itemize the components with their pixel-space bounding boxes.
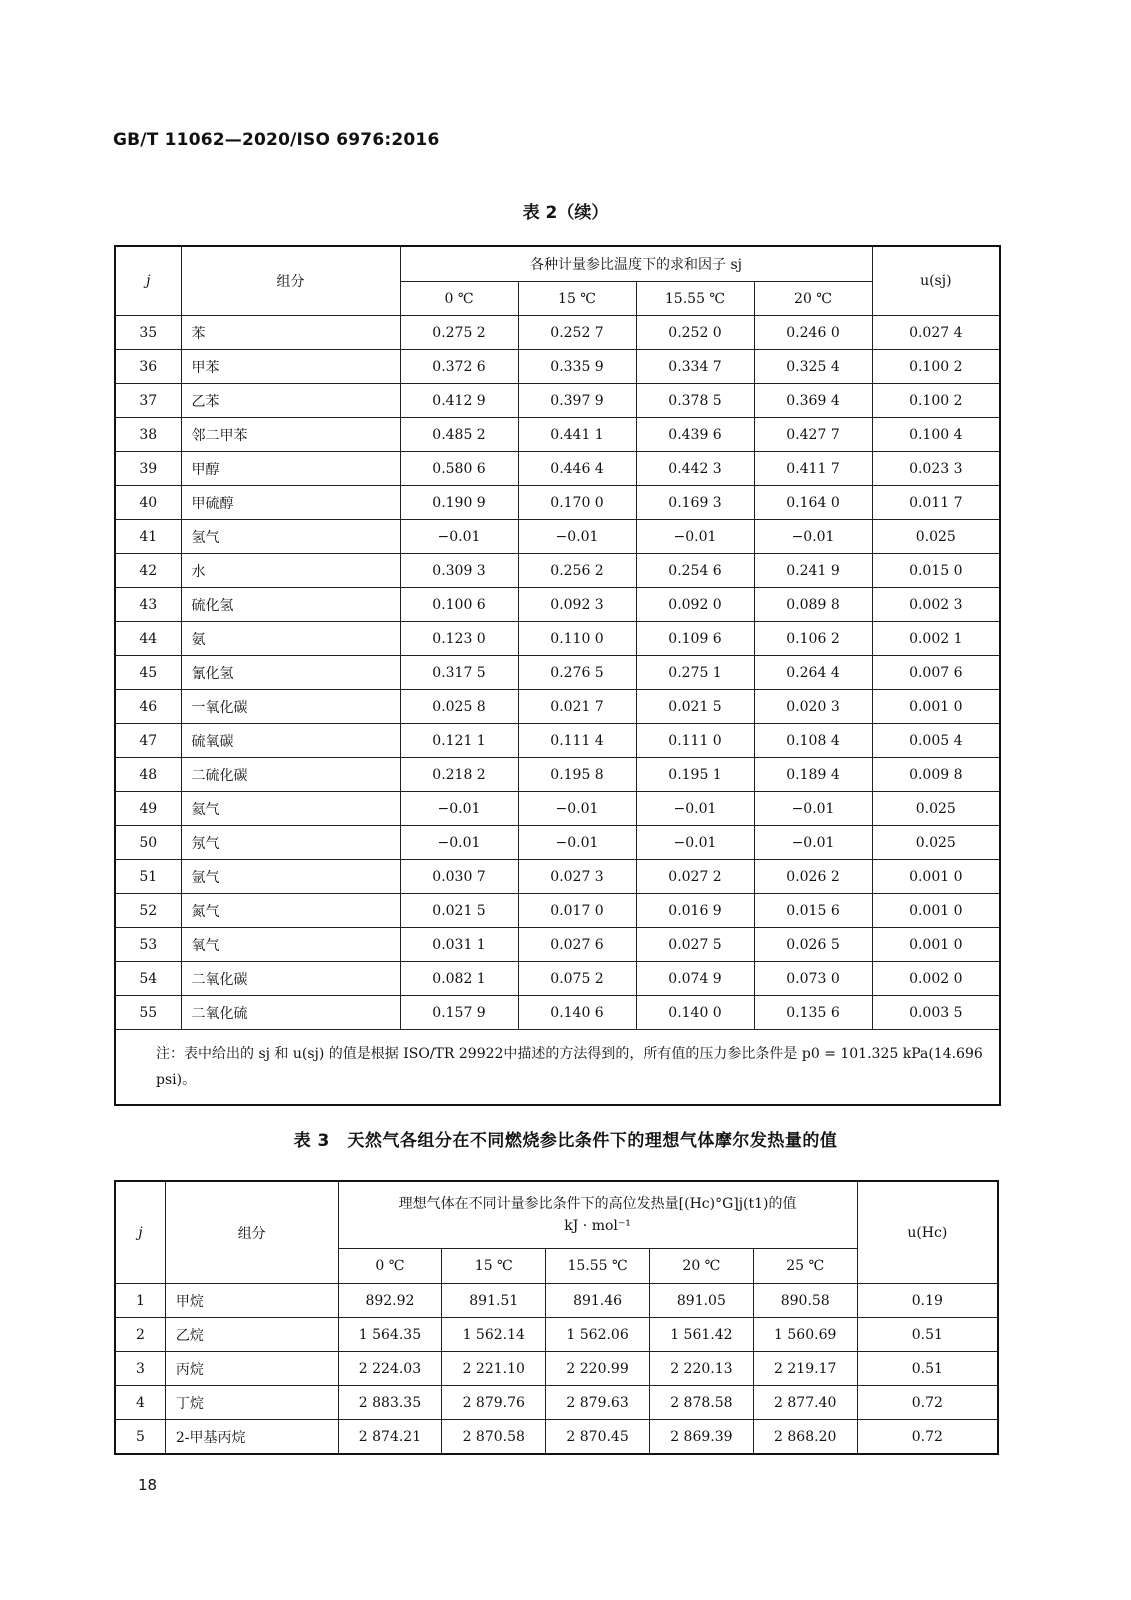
cell-value: 0.123 0 [400,622,518,656]
cell-uncertainty: 0.51 [857,1352,998,1386]
cell-value: 0.164 0 [754,486,872,520]
cell-uncertainty: 0.001 0 [872,894,1000,928]
cell-value: 0.170 0 [518,486,636,520]
table-row [115,724,1000,758]
cell-value: 1 562.06 [546,1318,650,1352]
cell-component: 硫化氢 [181,588,400,622]
cell-value: 0.073 0 [754,962,872,996]
cell-uncertainty: 0.015 0 [872,554,1000,588]
cell-value: 0.135 6 [754,996,872,1030]
table3-header-temp: 0 ℃ [338,1249,442,1284]
cell-value: 0.412 9 [400,384,518,418]
cell-value: 0.275 1 [636,656,754,690]
cell-value: 0.397 9 [518,384,636,418]
cell-uncertainty: 0.002 1 [872,622,1000,656]
table-row [115,962,1000,996]
cell-value: −0.01 [754,792,872,826]
cell-value: −0.01 [636,520,754,554]
table3-header-component: 组分 [165,1181,338,1284]
cell-value: −0.01 [636,792,754,826]
cell-index: 51 [115,860,181,894]
cell-value: 0.111 4 [518,724,636,758]
cell-value: 0.020 3 [754,690,872,724]
cell-value: 0.195 1 [636,758,754,792]
cell-component: 一氧化碳 [181,690,400,724]
cell-index: 40 [115,486,181,520]
cell-value: 890.58 [753,1284,857,1318]
cell-value: 0.074 9 [636,962,754,996]
cell-component: 丁烷 [165,1386,338,1420]
cell-value: 0.218 2 [400,758,518,792]
table3-caption: 表 3 天然气各组分在不同燃烧参比条件下的理想气体摩尔发热量的值 [293,1131,838,1151]
cell-index: 46 [115,690,181,724]
cell-component: 氨 [181,622,400,656]
cell-uncertainty: 0.001 0 [872,690,1000,724]
cell-index: 3 [115,1352,165,1386]
cell-component: 甲硫醇 [181,486,400,520]
cell-index: 36 [115,350,181,384]
cell-component: 硫氧碳 [181,724,400,758]
table2-caption: 表 2（续） [522,203,609,223]
table3-header-temp: 15.55 ℃ [546,1249,650,1284]
cell-uncertainty: 0.007 6 [872,656,1000,690]
cell-value: 1 562.14 [442,1318,546,1352]
cell-index: 35 [115,316,181,350]
cell-value: 2 221.10 [442,1352,546,1386]
cell-component: 2-甲基丙烷 [165,1420,338,1455]
cell-value: 2 879.76 [442,1386,546,1420]
cell-component: 水 [181,554,400,588]
cell-component: 二氧化碳 [181,962,400,996]
cell-value: 891.51 [442,1284,546,1318]
table2-header-temp: 0 ℃ [400,282,518,316]
table-row [115,1352,998,1386]
table-row [115,1318,998,1352]
table-row [115,486,1000,520]
cell-value: 0.021 5 [400,894,518,928]
cell-value: 2 878.58 [649,1386,753,1420]
cell-value: 2 220.99 [546,1352,650,1386]
cell-value: 2 868.20 [753,1420,857,1455]
cell-component: 二硫化碳 [181,758,400,792]
cell-index: 1 [115,1284,165,1318]
cell-index: 39 [115,452,181,486]
cell-value: 2 874.21 [338,1420,442,1455]
cell-value: 2 879.63 [546,1386,650,1420]
cell-uncertainty: 0.100 4 [872,418,1000,452]
cell-uncertainty: 0.72 [857,1386,998,1420]
cell-value: 0.252 0 [636,316,754,350]
cell-index: 45 [115,656,181,690]
page-number: 18 [138,1476,158,1494]
cell-value: 0.100 6 [400,588,518,622]
cell-index: 50 [115,826,181,860]
cell-value: 0.027 2 [636,860,754,894]
table3-header-unit: kJ · mol⁻¹ [564,1218,631,1234]
cell-uncertainty: 0.003 5 [872,996,1000,1030]
cell-value: 1 564.35 [338,1318,442,1352]
cell-uncertainty: 0.001 0 [872,860,1000,894]
table-row [115,860,1000,894]
cell-value: 0.317 5 [400,656,518,690]
table2-header-j: j [115,246,181,316]
table-row [115,758,1000,792]
cell-component: 苯 [181,316,400,350]
cell-value: 1 561.42 [649,1318,753,1352]
cell-uncertainty: 0.009 8 [872,758,1000,792]
cell-uncertainty: 0.011 7 [872,486,1000,520]
table-row [115,1420,998,1455]
table3-header-temp: 20 ℃ [649,1249,753,1284]
cell-uncertainty: 0.72 [857,1420,998,1455]
table-row [115,690,1000,724]
cell-index: 43 [115,588,181,622]
cell-value: 0.092 3 [518,588,636,622]
cell-uncertainty: 0.025 [872,826,1000,860]
cell-value: 0.276 5 [518,656,636,690]
cell-value: 0.439 6 [636,418,754,452]
cell-value: 0.485 2 [400,418,518,452]
cell-uncertainty: 0.100 2 [872,350,1000,384]
cell-component: 乙烷 [165,1318,338,1352]
cell-index: 42 [115,554,181,588]
table-row [115,520,1000,554]
cell-value: 0.021 5 [636,690,754,724]
cell-value: 0.256 2 [518,554,636,588]
table-row [115,996,1000,1030]
cell-value: 0.027 3 [518,860,636,894]
cell-value: 2 224.03 [338,1352,442,1386]
cell-value: 2 877.40 [753,1386,857,1420]
cell-value: 2 870.58 [442,1420,546,1455]
cell-component: 邻二甲苯 [181,418,400,452]
cell-value: 0.275 2 [400,316,518,350]
cell-component: 氢气 [181,520,400,554]
cell-value: −0.01 [754,520,872,554]
cell-component: 氰化氢 [181,656,400,690]
table-row [115,894,1000,928]
cell-uncertainty: 0.023 3 [872,452,1000,486]
cell-value: 0.378 5 [636,384,754,418]
cell-value: 891.46 [546,1284,650,1318]
cell-component: 二氧化硫 [181,996,400,1030]
table-row [115,554,1000,588]
cell-value: 0.442 3 [636,452,754,486]
cell-value: −0.01 [400,792,518,826]
cell-value: 0.252 7 [518,316,636,350]
cell-uncertainty: 0.025 [872,792,1000,826]
table-row [115,826,1000,860]
cell-uncertainty: 0.51 [857,1318,998,1352]
cell-value: 0.372 6 [400,350,518,384]
cell-value: 0.157 9 [400,996,518,1030]
cell-component: 甲烷 [165,1284,338,1318]
cell-value: 2 220.13 [649,1352,753,1386]
cell-value: 0.106 2 [754,622,872,656]
cell-value: 0.110 0 [518,622,636,656]
table3-header-calorific-line1: 理想气体在不同计量参比条件下的高位发热量[(Hc)°G]j(t1)的值 [398,1196,797,1212]
cell-value: 0.030 7 [400,860,518,894]
cell-index: 41 [115,520,181,554]
cell-value: 2 219.17 [753,1352,857,1386]
table-row [115,588,1000,622]
cell-value: 0.246 0 [754,316,872,350]
cell-value: 891.05 [649,1284,753,1318]
cell-index: 55 [115,996,181,1030]
cell-value: 0.334 7 [636,350,754,384]
cell-component: 乙苯 [181,384,400,418]
cell-value: 0.111 0 [636,724,754,758]
table3-header-calorific-value [338,1181,857,1249]
cell-index: 38 [115,418,181,452]
table2 [114,245,1001,1106]
cell-index: 44 [115,622,181,656]
cell-value: 0.026 2 [754,860,872,894]
table-row [115,622,1000,656]
cell-index: 37 [115,384,181,418]
cell-value: −0.01 [636,826,754,860]
standard-code: GB/T 11062—2020/ISO 6976:2016 [113,130,440,150]
table3-header-temp: 15 ℃ [442,1249,546,1284]
cell-index: 52 [115,894,181,928]
table2-header-temp: 20 ℃ [754,282,872,316]
cell-uncertainty: 0.002 3 [872,588,1000,622]
table-row [115,384,1000,418]
cell-value: 0.016 9 [636,894,754,928]
cell-value: −0.01 [400,826,518,860]
cell-value: 0.264 4 [754,656,872,690]
cell-value: 0.254 6 [636,554,754,588]
cell-index: 2 [115,1318,165,1352]
cell-value: 0.335 9 [518,350,636,384]
cell-uncertainty: 0.001 0 [872,928,1000,962]
table2-header-temp: 15.55 ℃ [636,282,754,316]
table-row [115,792,1000,826]
cell-value: −0.01 [518,520,636,554]
table-row [115,1284,998,1318]
cell-value: 0.025 8 [400,690,518,724]
cell-value: 0.309 3 [400,554,518,588]
cell-value: 0.089 8 [754,588,872,622]
table-row [115,316,1000,350]
cell-value: 0.189 4 [754,758,872,792]
cell-value: 0.031 1 [400,928,518,962]
cell-component: 氩气 [181,860,400,894]
cell-value: 892.92 [338,1284,442,1318]
cell-value: 0.325 4 [754,350,872,384]
cell-component: 甲醇 [181,452,400,486]
cell-uncertainty: 0.100 2 [872,384,1000,418]
cell-value: 2 870.45 [546,1420,650,1455]
cell-value: 0.446 4 [518,452,636,486]
cell-value: −0.01 [400,520,518,554]
table2-header-component: 组分 [181,246,400,316]
cell-value: 0.017 0 [518,894,636,928]
cell-value: 0.082 1 [400,962,518,996]
cell-value: 0.015 6 [754,894,872,928]
cell-value: 0.169 3 [636,486,754,520]
table2-header-temp: 15 ℃ [518,282,636,316]
cell-value: 0.140 6 [518,996,636,1030]
cell-uncertainty: 0.027 4 [872,316,1000,350]
table2-note: 注：表中给出的 sj 和 u(sj) 的值是根据 ISO/TR 29922中描述的方法得到的，所有值的压力参比条件是 p0 = 101.325 kPa(14.696 psi)。 [115,1030,1000,1106]
cell-value: −0.01 [754,826,872,860]
cell-index: 53 [115,928,181,962]
cell-value: 0.075 2 [518,962,636,996]
cell-value: 0.190 9 [400,486,518,520]
cell-index: 48 [115,758,181,792]
cell-index: 5 [115,1420,165,1455]
cell-value: 0.241 9 [754,554,872,588]
cell-value: 0.121 1 [400,724,518,758]
cell-value: 0.021 7 [518,690,636,724]
cell-index: 47 [115,724,181,758]
cell-value: −0.01 [518,792,636,826]
cell-value: 0.441 1 [518,418,636,452]
table3-header-temp: 25 ℃ [753,1249,857,1284]
table2-header-uncertainty: u(sj) [872,246,1000,316]
cell-value: 0.108 4 [754,724,872,758]
table-row [115,418,1000,452]
table-row [115,452,1000,486]
cell-component: 氮气 [181,894,400,928]
cell-value: 0.092 0 [636,588,754,622]
table-row [115,1386,998,1420]
cell-value: 0.027 6 [518,928,636,962]
cell-value: 0.411 7 [754,452,872,486]
cell-uncertainty: 0.002 0 [872,962,1000,996]
table2-header-sum-factor: 各种计量参比温度下的求和因子 sj [400,246,872,282]
cell-value: 0.026 5 [754,928,872,962]
cell-value: 0.140 0 [636,996,754,1030]
cell-value: 2 883.35 [338,1386,442,1420]
cell-index: 54 [115,962,181,996]
cell-uncertainty: 0.19 [857,1284,998,1318]
table-row [115,350,1000,384]
cell-component: 甲苯 [181,350,400,384]
cell-value: 0.369 4 [754,384,872,418]
cell-component: 丙烷 [165,1352,338,1386]
cell-value: 0.427 7 [754,418,872,452]
cell-uncertainty: 0.005 4 [872,724,1000,758]
cell-component: 氧气 [181,928,400,962]
cell-component: 氦气 [181,792,400,826]
table-row [115,656,1000,690]
cell-index: 4 [115,1386,165,1420]
cell-value: 0.109 6 [636,622,754,656]
cell-value: 0.195 8 [518,758,636,792]
cell-value: 0.027 5 [636,928,754,962]
table3-header-uncertainty: u(Hc) [857,1181,998,1284]
table3 [114,1180,999,1455]
cell-value: 0.580 6 [400,452,518,486]
cell-component: 氖气 [181,826,400,860]
table-row [115,928,1000,962]
cell-value: 2 869.39 [649,1420,753,1455]
table3-header-j: j [115,1181,165,1284]
cell-uncertainty: 0.025 [872,520,1000,554]
cell-value: −0.01 [518,826,636,860]
cell-value: 1 560.69 [753,1318,857,1352]
cell-index: 49 [115,792,181,826]
